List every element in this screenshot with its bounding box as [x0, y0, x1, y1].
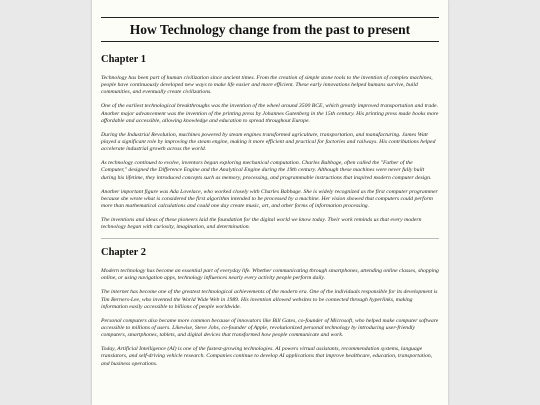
chapter-2-section: [101, 247, 439, 368]
chapter-2-paragraph-4: Today, Artificial Intelligence (AI) is one of the fastest-growing technologies. AI powers virtual assistants, recommendation systems, language translators, and self-driving vehicle research. Companies continue to develop AI applications that improve healthcare, education, transportation, and business operations.: [101, 346, 433, 367]
chapter-2-paragraph-2: The internet has become one of the greatest technological achievements of the modern era. One of the individuals responsible for its development is Tim Berners-Lee, who invented the World Wide Web in 1989. His invention allowed websites to be connected through hyperlinks, making information easily accessible to billions of people worldwide.: [101, 289, 438, 310]
chapter-1-paragraph-6: The inventions and ideas of these pioneers laid the foundation for the digital world we know today. Their work reminds us that every modern technology began with curiosity, imagination, and determination.: [101, 217, 422, 231]
document-content: [101, 0, 439, 375]
chapter-1-paragraph-2: One of the earliest technological breakthroughs was the invention of the wheel around 3500 BCE, which greatly improved transportation and trade. Another major advancement was the invention of the printing press by Johannes Gutenberg in the 15th century. His printing press made books more affordable and accessible, allowing knowledge and education to spread throughout Europe.: [101, 103, 439, 124]
chapter-1-paragraph-5: Another important figure was Ada Lovelace, who worked closely with Charles Babbage. She is widely recognized as the first computer programmer because she wrote what is considered the first algorithm intended to be processed by a machine. Her vision showed that computers could perform more than mathematical calculations and could one day create music, art, and other forms of information processing.: [101, 188, 438, 210]
document-title: How Technology change from the past to present: [129, 22, 411, 37]
title-block: [101, 17, 439, 42]
document-page: [92, 0, 448, 405]
chapter-1-paragraph-1: Technology has been part of human civilization since ancient times. From the creation of simple stone tools to the invention of complex machines, people have continuously developed new ways to make life easier and more efficient. These early innovations helped humans survive, build communities, and eventually create civilizations.: [101, 75, 433, 96]
chapter-2-paragraph-3: Personal computers also became more common because of innovators like Bill Gates, co-founder of Microsoft, who helped make computer software accessible to millions of users. Likewise, Steve Jobs, co-founder of Apple, revolutionized personal technology by introducing user-friendly computers, smartphones, tablets, and digital devices that transformed how people communicate and work.: [101, 317, 439, 339]
chapter-1-paragraph-4: As technology continued to evolve, inventors began exploring mechanical computation. Charles Babbage, often called the "Father of the Computer," designed the Difference Engine and the Analytical Engine during the 19th century. Although these machines were never fully built during his lifetime, they introduced concepts such as memory, processing, and programmable instructions that inspired modern computer design.: [101, 160, 432, 181]
chapter-1-section: [101, 54, 439, 231]
chapter-2-paragraph-1: Modern technology has become an essential part of everyday life. Whether communicating through smartphones, attending online classes, shopping online, or using navigation apps, technology influences nearly every activity people perform daily.: [101, 268, 439, 282]
chapter-divider: [101, 238, 439, 239]
chapter-1-paragraph-3: During the Industrial Revolution, machines powered by steam engines transformed agriculture, transportation, and manufacturing. James Watt played a significant role by improving the steam engine, making it more efficient and practical for factories and railways. His contributions helped accelerate industrial growth across the world.: [101, 131, 436, 153]
chapter-2-heading: Chapter 2: [101, 247, 147, 259]
chapter-1-heading: Chapter 1: [101, 54, 147, 65]
